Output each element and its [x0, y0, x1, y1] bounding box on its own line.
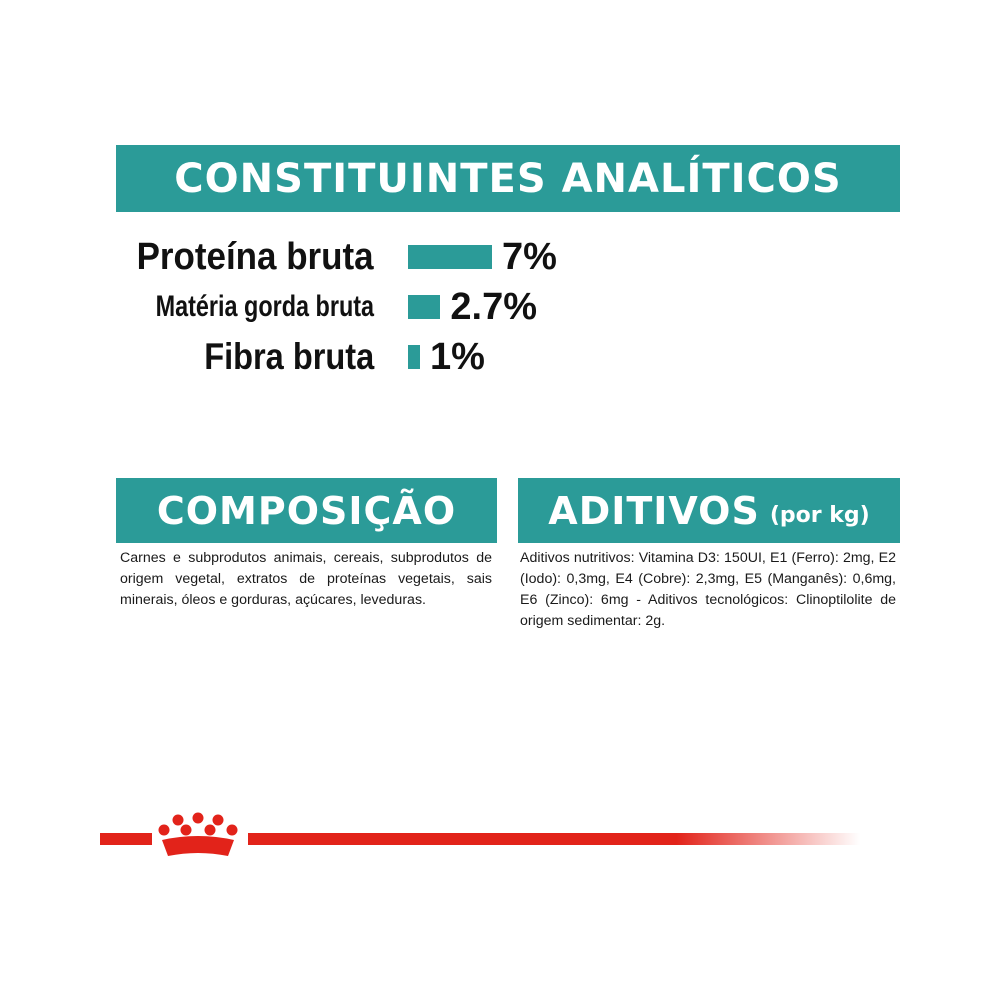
composition-text: Carnes e subprodutos animais, cereais, subprodutos de origem vegetal, extratos de proteínas vegetais, sais minerais, óleos e gorduras, açúcares, leveduras.	[120, 550, 492, 608]
analytics-row-fat	[0, 282, 1000, 332]
analytics-row-fiber	[0, 332, 1000, 382]
additives-title: ADITIVOS	[548, 488, 760, 533]
footer-line-left	[100, 833, 152, 845]
analytics-row-protein	[0, 232, 1000, 282]
analytics-row-bar	[408, 245, 492, 269]
analytics-row-bar	[408, 295, 440, 319]
composition-banner	[116, 478, 497, 543]
analytics-row-label: Proteína bruta	[136, 236, 374, 278]
analytics-banner	[116, 145, 900, 212]
analytics-row-value: 1%	[430, 336, 485, 378]
footer-line-right	[248, 833, 860, 845]
composition-title: COMPOSIÇÃO	[156, 488, 457, 533]
analytics-row-value: 7%	[502, 236, 557, 278]
analytics-row-label: Fibra bruta	[203, 336, 374, 377]
analytics-row-label: Matéria gorda bruta	[155, 290, 374, 323]
crown-icon	[152, 812, 244, 864]
analytics-row-bar	[408, 345, 420, 369]
analytics-row-value: 2.7%	[450, 286, 538, 328]
additives-banner	[518, 478, 900, 543]
additives-unit: (por kg)	[769, 503, 870, 528]
analytics-title: CONSTITUINTES ANALÍTICOS	[174, 155, 842, 202]
additives-text: Aditivos nutritivos: Vitamina D3: 150UI, E1 (Ferro): 2mg, E2 (Iodo): 0,3mg, E4 (Cobre): 2,3mg, E5 (Manganês): 0,6mg, E6 (Zinco): 6mg - Aditivos tecnológicos: Clinoptilolite de origem sedimentar: 2g.	[520, 550, 896, 629]
